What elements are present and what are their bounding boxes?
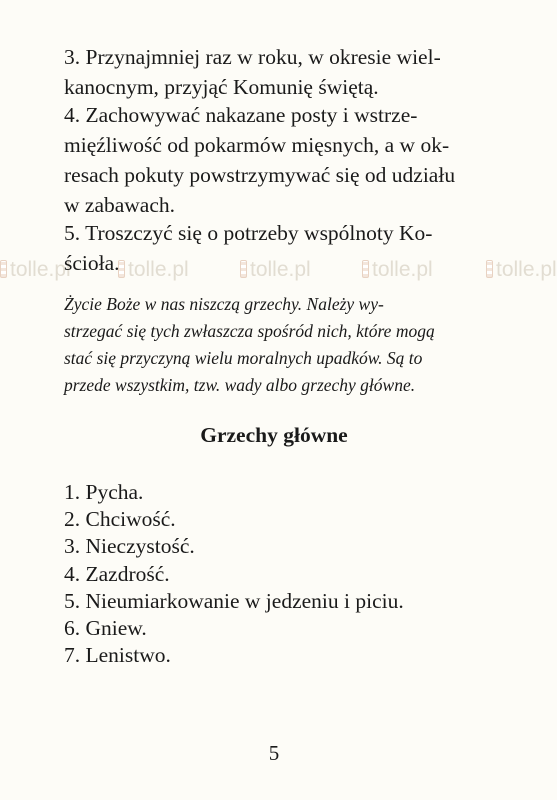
list-item: 6. Gniew. bbox=[64, 616, 147, 641]
list-item: 1. Pycha. bbox=[64, 480, 144, 504]
section-title: Grzechy główne bbox=[200, 423, 348, 447]
list-item: 5. Nieumiarkowanie w jedzeniu i piciu. bbox=[64, 588, 404, 613]
watermark: tolle.pl bbox=[362, 258, 433, 282]
list-item: 4. Zachowywać nakazane posty i wstrze- mięźliwość od pokarmów mięsnych, a w ok- resach pokuty powstrzymywać się od udziału w zabawach. bbox=[64, 103, 456, 217]
list-item: 7. Lenistwo. bbox=[64, 643, 171, 668]
list-item: 3. Nieczystość. bbox=[64, 534, 195, 559]
capital-sins-list bbox=[64, 479, 404, 669]
watermark: tolle.pl bbox=[486, 258, 557, 282]
watermark: tolle.pl bbox=[118, 258, 189, 282]
candle-icon bbox=[0, 260, 7, 278]
intro-paragraph: Życie Boże w nas niszczą grzechy. Należy wy- strzegać się tych zwłaszcza spośród nich, które mogą stać się przyczyną wielu moralnych upadków. Są to przede wszystkim, tzw. wady albo grzechy główne. bbox=[64, 294, 435, 395]
list-item: 4. Zazdrość. bbox=[64, 561, 170, 586]
watermark: tolle.pl bbox=[0, 258, 71, 282]
page-number: 5 bbox=[268, 741, 280, 765]
watermark: tolle.pl bbox=[240, 258, 311, 282]
list-item: 3. Przynajmniej raz w roku, w okresie wiel- kanocnym, przyjąć Komunię świętą. bbox=[64, 45, 441, 99]
list-item: 5. Troszczyć się o potrzeby wspólnoty Ko- ścioła. bbox=[64, 221, 433, 275]
list-item: 2. Chciwość. bbox=[64, 507, 176, 532]
